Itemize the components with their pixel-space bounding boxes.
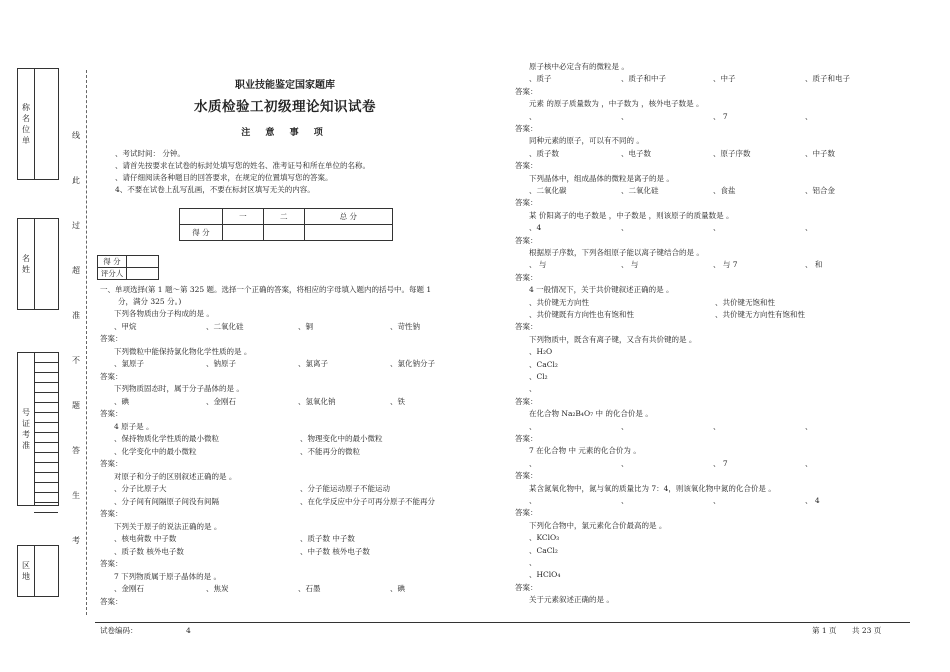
- id-grid-row[interactable]: [34, 433, 58, 443]
- candidate-name-label: [18, 219, 35, 309]
- answer-label: 答案：: [515, 161, 538, 171]
- region-label: [18, 546, 35, 596]
- score-table: [179, 208, 393, 241]
- seal-char: 答: [72, 446, 80, 455]
- binding-char: 称: [22, 103, 30, 112]
- section-heading-2: 分，满分 325 分。): [118, 297, 182, 306]
- answer-label: 答案：: [515, 396, 538, 406]
- option[interactable]: 、二氧化硅: [621, 186, 659, 195]
- option[interactable]: 、: [621, 496, 629, 505]
- option[interactable]: 、不能再分的微粒: [300, 446, 360, 456]
- question-stem: 4 一般情况下，关于共价键叙述正确的是 。: [529, 285, 674, 295]
- binding-char: 地: [22, 572, 30, 581]
- binding-char: 考: [22, 430, 30, 439]
- question-stem: 下列微粒中能保持氯化物化学性质的是 。: [114, 346, 252, 356]
- option[interactable]: 、中子: [713, 74, 736, 84]
- region-box: [17, 545, 59, 597]
- option[interactable]: 、分子能运动原子不能运动: [300, 484, 390, 493]
- option[interactable]: 、: [621, 421, 629, 431]
- answer-label: 答案：: [515, 86, 538, 96]
- answer-label: 答案：: [515, 322, 538, 332]
- grader-table: [97, 255, 159, 280]
- id-grid-row[interactable]: [34, 503, 58, 513]
- option[interactable]: 、 4: [805, 496, 820, 505]
- binding-char: 名: [22, 114, 30, 123]
- option[interactable]: 、CaCl₂: [529, 359, 558, 369]
- option[interactable]: 、: [529, 558, 537, 567]
- option[interactable]: 、质子数: [529, 148, 559, 158]
- answer-label: 答案：: [100, 509, 123, 518]
- answer-label: 答案：: [100, 371, 123, 381]
- id-grid-row[interactable]: [34, 463, 58, 473]
- left-question-column: [100, 309, 480, 609]
- page-number: 第 1 页: [812, 626, 837, 635]
- option[interactable]: 、质子和中子: [621, 74, 666, 84]
- grader-cell[interactable]: [127, 268, 159, 280]
- notice-heading: 注 意 事 项: [241, 128, 329, 138]
- instruction-1: 、考试时间： 分钟。: [115, 149, 185, 158]
- id-grid-row[interactable]: [34, 383, 58, 393]
- question-stem: 某 价阳离子的电子数是 ，中子数是 ，则该原子的质量数是 。: [529, 210, 734, 220]
- option[interactable]: 、: [713, 223, 721, 233]
- right-question-column: [515, 62, 915, 612]
- option[interactable]: 、物理变化中的最小微粒: [300, 434, 383, 443]
- option[interactable]: 、氯离子: [298, 359, 328, 368]
- id-grid-row[interactable]: [34, 473, 58, 483]
- option[interactable]: 、质子和电子: [805, 74, 850, 84]
- question-stem: 元素 的原子质量数为 ，中子数为 ，核外电子数是 。: [529, 99, 704, 109]
- id-grid-row[interactable]: [34, 373, 58, 383]
- option[interactable]: 、共价键既有方向性也有饱和性: [529, 310, 634, 319]
- option[interactable]: 、碘: [390, 584, 405, 593]
- answer-label: 答案：: [515, 198, 538, 208]
- option[interactable]: 、电子数: [621, 148, 651, 158]
- option[interactable]: 、: [713, 496, 721, 505]
- option[interactable]: 、 与 7: [713, 260, 738, 270]
- question-stem: 下列各物质由分子构成的是 。: [114, 309, 214, 318]
- option[interactable]: 、共价键无饱和性: [715, 297, 775, 307]
- option[interactable]: 、4: [529, 223, 542, 233]
- option[interactable]: 、共价键无方向性有饱和性: [715, 310, 805, 319]
- instruction-2: 、请首先按要求在试卷的标封处填写您的姓名、准考证号和所在单位的名称。: [115, 161, 370, 170]
- option[interactable]: 、原子序数: [713, 148, 751, 158]
- option[interactable]: 、: [529, 496, 537, 505]
- seal-char: 线: [72, 131, 80, 140]
- option[interactable]: 、碘: [114, 396, 129, 406]
- option[interactable]: 、: [713, 421, 721, 431]
- option[interactable]: 、: [529, 384, 537, 394]
- option[interactable]: 、 7: [713, 111, 728, 121]
- org-title: 职业技能鉴定国家题库: [235, 80, 335, 91]
- score-cell-total[interactable]: [304, 225, 392, 241]
- option[interactable]: 、CaCl₂: [529, 545, 558, 555]
- option[interactable]: 、铜: [298, 321, 313, 331]
- option[interactable]: 、: [621, 458, 629, 468]
- question-stem: 下列物质固态时，属于分子晶体的是 。: [114, 384, 244, 393]
- grader-score-cell[interactable]: [127, 256, 159, 268]
- option[interactable]: 、: [805, 421, 813, 431]
- option[interactable]: 、质子数 核外电子数: [114, 546, 184, 556]
- score-cell-1[interactable]: [223, 225, 264, 241]
- answer-label: 答案：: [515, 434, 538, 443]
- answer-label: 答案：: [515, 582, 538, 592]
- answer-label: 答案：: [515, 508, 538, 518]
- option[interactable]: 、氯化钠分子: [390, 359, 435, 368]
- seal-dashed-line: [86, 70, 87, 615]
- option[interactable]: 、在化学反应中分子可再分原子不能再分: [300, 496, 435, 506]
- option[interactable]: 、: [529, 111, 537, 121]
- unit-name-label: [18, 69, 35, 179]
- option[interactable]: 、 和: [805, 260, 823, 270]
- binding-char: 姓: [22, 265, 30, 274]
- seal-char: 生: [72, 491, 80, 500]
- answer-label: 答案：: [515, 272, 538, 282]
- answer-label: 答案：: [515, 124, 538, 133]
- binding-char: 号: [22, 408, 30, 417]
- option[interactable]: 、中子数 核外电子数: [300, 546, 370, 556]
- question-stem: 下列化合物中，氯元素化合价最高的是 。: [529, 520, 667, 530]
- id-grid-row[interactable]: [34, 353, 58, 363]
- option[interactable]: 、二氧化碳: [529, 186, 567, 195]
- option[interactable]: 、金刚石: [206, 396, 236, 406]
- binding-char: 位: [22, 125, 30, 134]
- grader-score-label: 得 分: [98, 256, 127, 268]
- option[interactable]: 、: [805, 111, 813, 121]
- option[interactable]: 、氯原子: [114, 359, 144, 368]
- option[interactable]: 、KClO₃: [529, 533, 560, 543]
- page-title: 水质检验工初级理论知识试卷: [194, 99, 376, 115]
- option[interactable]: 、分子间有间隔原子间没有间隔: [114, 496, 219, 506]
- id-grid-row[interactable]: [34, 413, 58, 423]
- score-header-2: 二: [263, 209, 304, 225]
- option[interactable]: 、分子比原子大: [114, 484, 167, 493]
- id-grid-row[interactable]: [34, 453, 58, 463]
- option[interactable]: 、质子: [529, 74, 552, 84]
- score-cell-2[interactable]: [263, 225, 304, 241]
- option[interactable]: 、食盐: [713, 186, 736, 195]
- option[interactable]: 、 与: [621, 260, 639, 270]
- answer-label: 答案：: [100, 596, 123, 606]
- option[interactable]: 、铁: [390, 396, 405, 406]
- answer-label: 答案：: [515, 471, 538, 481]
- option[interactable]: 、化学变化中的最小微粒: [114, 446, 197, 456]
- exam-id-grid: [34, 353, 58, 505]
- question-stem: 关于元素叙述正确的是 。: [529, 595, 614, 605]
- option[interactable]: 、: [621, 223, 629, 233]
- question-stem: 在化合物 Na₂B₄O₇ 中 的化合价是 。: [529, 409, 653, 419]
- option[interactable]: 、中子数: [805, 148, 835, 158]
- score-row-label: 得 分: [180, 225, 223, 241]
- binding-char: 单: [22, 136, 30, 145]
- option[interactable]: 、焦炭: [206, 584, 229, 593]
- option[interactable]: 、质子数 中子数: [300, 534, 355, 543]
- binding-char: 区: [22, 561, 30, 570]
- option[interactable]: 、HClO₄: [529, 570, 561, 580]
- answer-label: 答案：: [100, 334, 123, 343]
- option[interactable]: 、甲烷: [114, 321, 137, 331]
- exam-id-box: [17, 352, 59, 506]
- unit-name-box: [17, 68, 59, 180]
- question-stem: 下列关于原子的说法正确的是 。: [114, 521, 222, 531]
- option[interactable]: 、铝合金: [805, 186, 835, 195]
- id-grid-row[interactable]: [34, 483, 58, 493]
- binding-char: 证: [22, 419, 30, 428]
- question-stem: 7 在化合物 中 元素的化合价为 。: [529, 446, 641, 456]
- question-stem: 7 下列物质属于原子晶体的是 。: [114, 571, 222, 581]
- question-stem: 4 原子是 。: [114, 421, 154, 431]
- answer-label: 答案：: [100, 459, 123, 468]
- id-grid-row[interactable]: [34, 493, 58, 503]
- question-stem: 下列晶体中，组成晶体的微粒是离子的是 。: [529, 173, 674, 183]
- question-stem: 某含氮氧化物中，氮与氧的质量比为 7：4，则该氧化物中氮的化合价是 。: [529, 483, 776, 493]
- id-grid-row[interactable]: [34, 403, 58, 413]
- question-stem: 原子核中必定含有的微粒是 。: [529, 62, 629, 71]
- option[interactable]: 、Cl₂: [529, 372, 548, 381]
- option[interactable]: 、 与: [529, 260, 547, 270]
- option[interactable]: 、石墨: [298, 584, 321, 593]
- seal-char: 此: [72, 176, 80, 185]
- score-header-1: 一: [223, 209, 264, 225]
- option[interactable]: 、苛性钠: [390, 321, 420, 331]
- id-grid-row[interactable]: [34, 443, 58, 453]
- option[interactable]: 、: [621, 111, 629, 121]
- option[interactable]: 、二氧化硅: [206, 321, 244, 331]
- instruction-4: 4、不要在试卷上乱写乱画，不要在标封区填写无关的内容。: [115, 185, 315, 194]
- paper-code: 4: [186, 626, 191, 635]
- exam-id-label: [18, 353, 35, 505]
- question-stem: 同种元素的原子，可以有不同的 。: [529, 136, 644, 146]
- seal-char: 考: [72, 536, 80, 545]
- option[interactable]: 、: [805, 458, 813, 468]
- option[interactable]: 、金刚石: [114, 584, 144, 593]
- page-total: 共 23 页: [852, 626, 882, 635]
- paper-code-label: 试卷编码：: [100, 626, 138, 635]
- seal-char: 题: [72, 401, 80, 410]
- seal-char: 准: [72, 311, 80, 320]
- footer-rule: [95, 622, 910, 623]
- answer-label: 答案：: [100, 409, 123, 418]
- binding-char: 准: [22, 441, 30, 450]
- binding-char: 名: [22, 254, 30, 263]
- option[interactable]: 、保持物质化学性质的最小微粒: [114, 434, 219, 443]
- grader-label: 评分人: [98, 268, 127, 280]
- id-grid-row[interactable]: [34, 423, 58, 433]
- option[interactable]: 、氢氧化钠: [298, 396, 336, 406]
- id-grid-row[interactable]: [34, 393, 58, 403]
- option[interactable]: 、: [529, 458, 537, 468]
- option[interactable]: 、共价键无方向性: [529, 297, 589, 307]
- option[interactable]: 、钠原子: [206, 359, 236, 368]
- option[interactable]: 、核电荷数 中子数: [114, 534, 177, 543]
- question-stem: 下列物质中，既含有离子键，又含有共价键的是 。: [529, 334, 697, 344]
- option[interactable]: 、: [805, 223, 813, 233]
- section-heading: 一、单项选择(第 1 题～第 325 题。选择一个正确的答案，将相应的字母填入题内的括号中。每题 1: [100, 285, 432, 294]
- question-stem: 根据原子序数，下列各组原子能以离子键结合的是 。: [529, 248, 704, 257]
- option[interactable]: 、: [529, 421, 537, 431]
- seal-char: 过: [72, 221, 80, 230]
- candidate-name-box: [17, 218, 59, 310]
- option[interactable]: 、H₂O: [529, 347, 553, 357]
- answer-label: 答案：: [515, 235, 538, 245]
- id-grid-row[interactable]: [34, 363, 58, 373]
- seal-char: 超: [72, 266, 80, 275]
- option[interactable]: 、 7: [713, 458, 728, 468]
- seal-char: 不: [72, 356, 80, 365]
- instruction-3: 、请仔细阅读各种题目的回答要求，在规定的位置填写您的答案。: [115, 173, 333, 182]
- score-header-total: 总 分: [304, 209, 392, 225]
- question-stem: 对原子和分子的区别叙述正确的是 。: [114, 471, 237, 481]
- answer-label: 答案：: [100, 559, 123, 568]
